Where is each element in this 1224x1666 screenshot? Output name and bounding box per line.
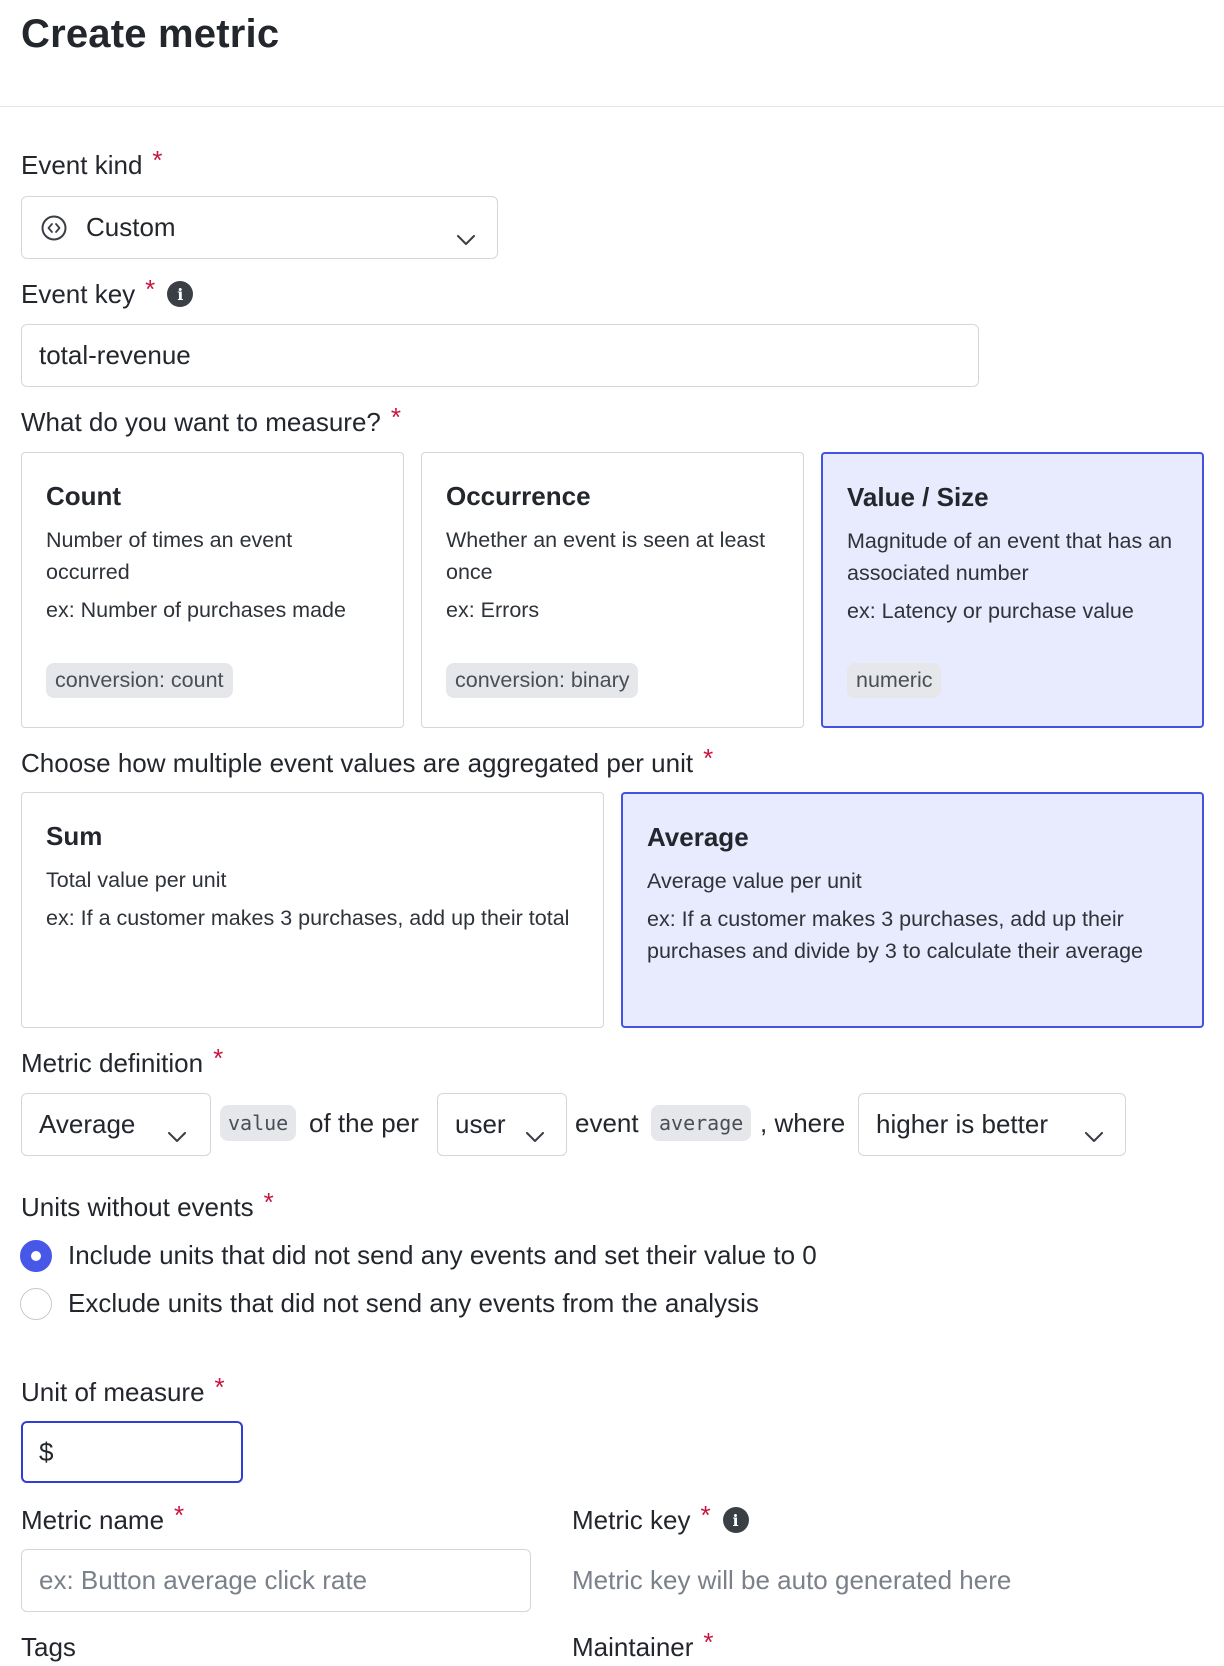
direction-select-value: higher is better xyxy=(876,1109,1048,1139)
option-description: Average value per unit xyxy=(647,869,862,893)
required-asterisk: * xyxy=(174,1500,185,1530)
required-asterisk: * xyxy=(263,1187,274,1217)
event-kind-select[interactable] xyxy=(21,196,498,259)
aggregation-select-value: Average xyxy=(39,1109,136,1139)
units-without-events-label xyxy=(21,1187,274,1223)
option-example: ex: If a customer makes 3 purchases, add up their purchases and divide by 3 to calculate their average xyxy=(647,907,1144,963)
maintainer-label xyxy=(572,1627,714,1663)
option-tag: conversion: count xyxy=(46,663,233,698)
custom-event-icon xyxy=(40,214,68,242)
required-asterisk: * xyxy=(390,402,401,432)
required-asterisk: * xyxy=(703,1627,714,1657)
metric-name-label-text: Metric name xyxy=(21,1505,165,1535)
event-kind-value: Custom xyxy=(86,212,176,242)
metric-name-placeholder: ex: Button average click rate xyxy=(39,1565,368,1595)
event-text: event xyxy=(575,1108,639,1138)
event-key-value: total-revenue xyxy=(39,340,191,370)
value-code: value xyxy=(220,1105,296,1141)
direction-select[interactable] xyxy=(858,1093,1126,1156)
aggregation-option-sum[interactable] xyxy=(21,792,604,1028)
unit-of-measure-input[interactable] xyxy=(21,1421,243,1483)
aggregation-option-average[interactable] xyxy=(621,792,1204,1028)
option-description: Magnitude of an event that has an associated number xyxy=(847,529,1173,585)
exclude-units-radio[interactable] xyxy=(20,1288,52,1320)
info-icon[interactable]: i xyxy=(723,1507,749,1533)
unit-select[interactable] xyxy=(437,1093,567,1156)
chevron-down-icon xyxy=(1085,1118,1103,1149)
metric-key-label-text: Metric key xyxy=(572,1505,691,1535)
average-code: average xyxy=(651,1105,751,1141)
metric-key-placeholder: Metric key will be auto generated here xyxy=(572,1565,1012,1595)
measure-option-count[interactable] xyxy=(21,452,404,728)
event-kind-label-text: Event kind xyxy=(21,150,143,180)
option-tag: numeric xyxy=(847,663,941,698)
option-description: Whether an event is seen at least once xyxy=(446,528,766,584)
option-example: ex: Number of purchases made xyxy=(46,598,346,622)
option-title: Average xyxy=(647,822,749,852)
page-title: Create metric xyxy=(21,12,280,56)
option-title: Value / Size xyxy=(847,482,989,512)
measure-label-text: What do you want to measure? xyxy=(21,407,381,437)
option-description: Total value per unit xyxy=(46,868,227,892)
tags-label xyxy=(21,1632,76,1663)
option-title: Occurrence xyxy=(446,481,591,511)
aggregation-select[interactable] xyxy=(21,1093,211,1156)
page-header xyxy=(0,0,1224,107)
option-example: ex: Latency or purchase value xyxy=(847,599,1134,623)
option-description: Number of times an event occurred xyxy=(46,528,293,584)
required-asterisk: * xyxy=(145,274,156,304)
info-icon[interactable]: i xyxy=(167,281,193,307)
aggregation-label xyxy=(21,743,714,779)
unit-of-measure-label xyxy=(21,1372,225,1408)
required-asterisk: * xyxy=(214,1372,225,1402)
include-units-radio[interactable] xyxy=(20,1240,52,1272)
of-the-per-text: of the per xyxy=(309,1108,419,1138)
tags-label-text: Tags xyxy=(21,1632,76,1662)
measure-label xyxy=(21,402,401,438)
chevron-down-icon xyxy=(526,1118,544,1149)
unit-of-measure-label-text: Unit of measure xyxy=(21,1377,205,1407)
option-example: ex: Errors xyxy=(446,598,540,622)
event-key-label xyxy=(21,274,193,310)
required-asterisk: * xyxy=(152,145,163,175)
unit-select-value: user xyxy=(455,1109,506,1139)
units-without-events-label-text: Units without events xyxy=(21,1192,254,1222)
metric-definition-label xyxy=(21,1043,224,1079)
unit-of-measure-value: $ xyxy=(39,1436,54,1467)
option-example: ex: If a customer makes 3 purchases, add up their total xyxy=(46,906,570,930)
exclude-units-label[interactable]: Exclude units that did not send any events from the analysis xyxy=(68,1288,759,1318)
event-key-label-text: Event key xyxy=(21,279,136,309)
metric-definition-label-text: Metric definition xyxy=(21,1048,204,1078)
measure-option-value-size[interactable] xyxy=(821,452,1204,728)
chevron-down-icon xyxy=(457,221,475,252)
option-title: Count xyxy=(46,481,122,511)
aggregation-label-text: Choose how multiple event values are aggregated per unit xyxy=(21,748,694,778)
metric-name-label xyxy=(21,1500,185,1536)
maintainer-label-text: Maintainer xyxy=(572,1632,694,1662)
required-asterisk: * xyxy=(700,1500,711,1530)
metric-key-label xyxy=(572,1500,749,1536)
option-title: Sum xyxy=(46,821,103,851)
required-asterisk: * xyxy=(703,743,714,773)
required-asterisk: * xyxy=(213,1043,224,1073)
measure-option-occurrence[interactable] xyxy=(421,452,804,728)
option-tag: conversion: binary xyxy=(446,663,638,698)
event-key-input[interactable] xyxy=(21,324,979,387)
include-units-label[interactable]: Include units that did not send any events and set their value to 0 xyxy=(68,1240,817,1270)
metric-name-input[interactable] xyxy=(21,1549,531,1612)
event-kind-label xyxy=(21,145,163,181)
where-text: , where xyxy=(760,1108,846,1138)
chevron-down-icon xyxy=(168,1118,186,1149)
